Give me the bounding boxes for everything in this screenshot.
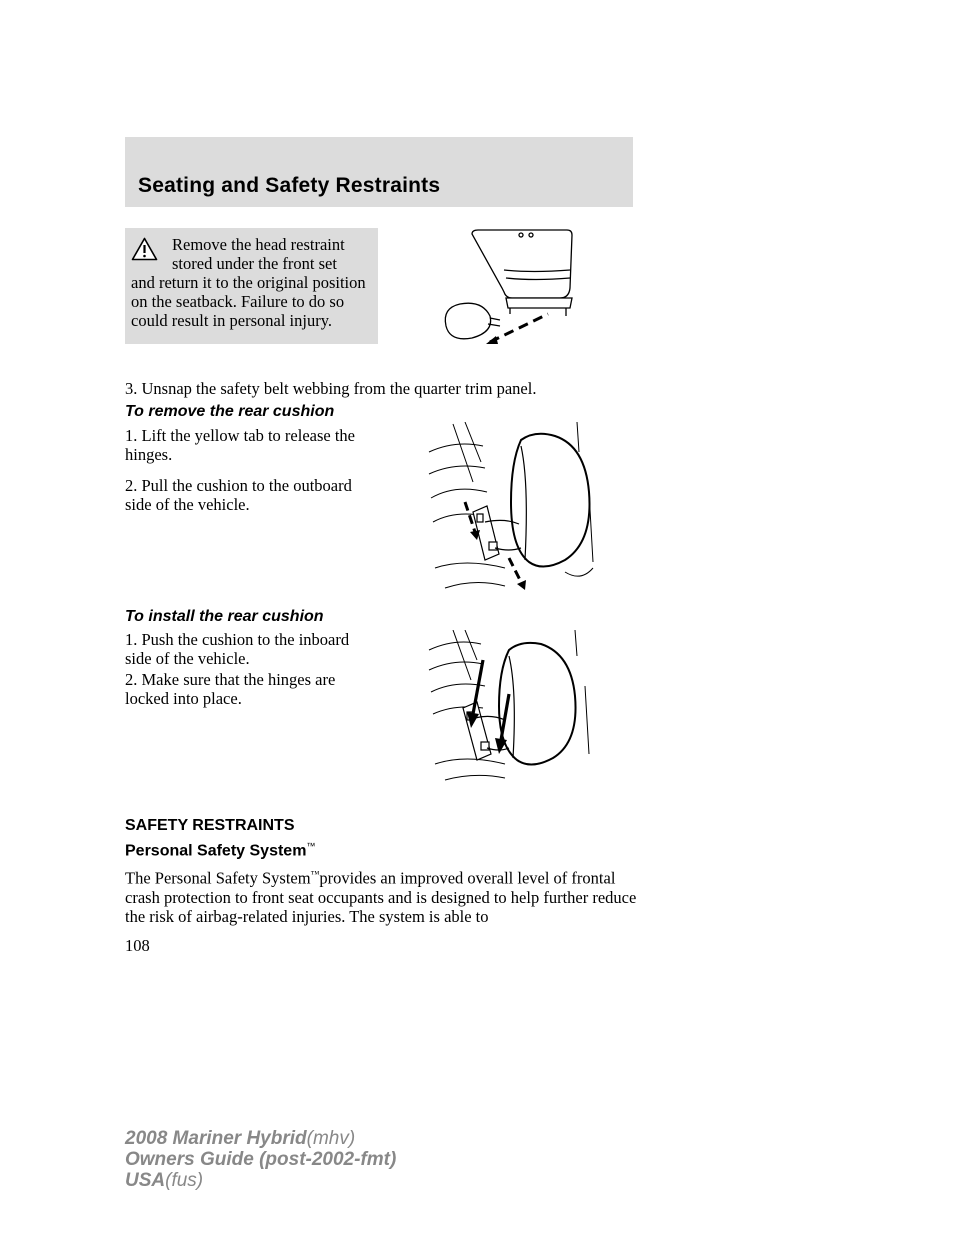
safety-body-rest: provides an improved overall level of frontal crash protection to front seat occupants and is designed to help further reduce the risk of airbag-related injuries. The system is able to <box>125 868 637 926</box>
warning-line-1: Remove the head restraint <box>172 235 345 254</box>
footer-model: 2008 Mariner Hybrid <box>125 1128 307 1149</box>
step-3-text: 3. Unsnap the safety belt webbing from the quarter trim panel. <box>125 379 537 398</box>
safety-body-lead: The Personal Safety System <box>125 868 311 888</box>
safety-body <box>125 865 640 926</box>
warning-text <box>131 235 375 330</box>
remove-step-1: 1. Lift the yellow tab to release the hinges. <box>125 426 356 464</box>
footer-model-code: (mhv) <box>306 1128 356 1149</box>
warning-box <box>125 228 378 344</box>
trademark-mark-body: ™ <box>310 869 320 879</box>
footer-market-code: (fus) <box>165 1170 204 1191</box>
footer-market: USA <box>125 1170 166 1191</box>
install-cushion-illustration <box>425 630 595 790</box>
remove-step-2: 2. Pull the cushion to the outboard side of the vehicle. <box>125 476 352 514</box>
personal-safety-heading <box>125 841 315 860</box>
page-number: 108 <box>125 936 150 955</box>
install-step-1: 1. Push the cushion to the inboard side of the vehicle. <box>125 630 350 668</box>
remove-cushion-illustration <box>425 422 605 597</box>
footer-guide: Owners Guide (post-2002-fmt) <box>125 1149 397 1170</box>
warning-line-2: stored under the front set <box>172 254 337 273</box>
install-heading: To install the rear cushion <box>125 608 324 625</box>
warning-body: and return it to the original position on the seatback. Failure to do so could result in personal injury. <box>131 273 366 330</box>
install-step-2: 2. Make sure that the hinges are locked into place. <box>125 670 336 708</box>
safety-heading: SAFETY RESTRAINTS <box>125 817 295 834</box>
remove-heading: To remove the rear cushion <box>125 403 335 420</box>
head-restraint-removal-illustration <box>432 226 582 346</box>
trademark-mark: ™ <box>306 841 316 851</box>
section-header <box>125 137 633 207</box>
personal-safety-label: Personal Safety System <box>125 842 307 860</box>
section-title: Seating and Safety Restraints <box>138 174 441 197</box>
document-footer <box>125 1128 396 1191</box>
